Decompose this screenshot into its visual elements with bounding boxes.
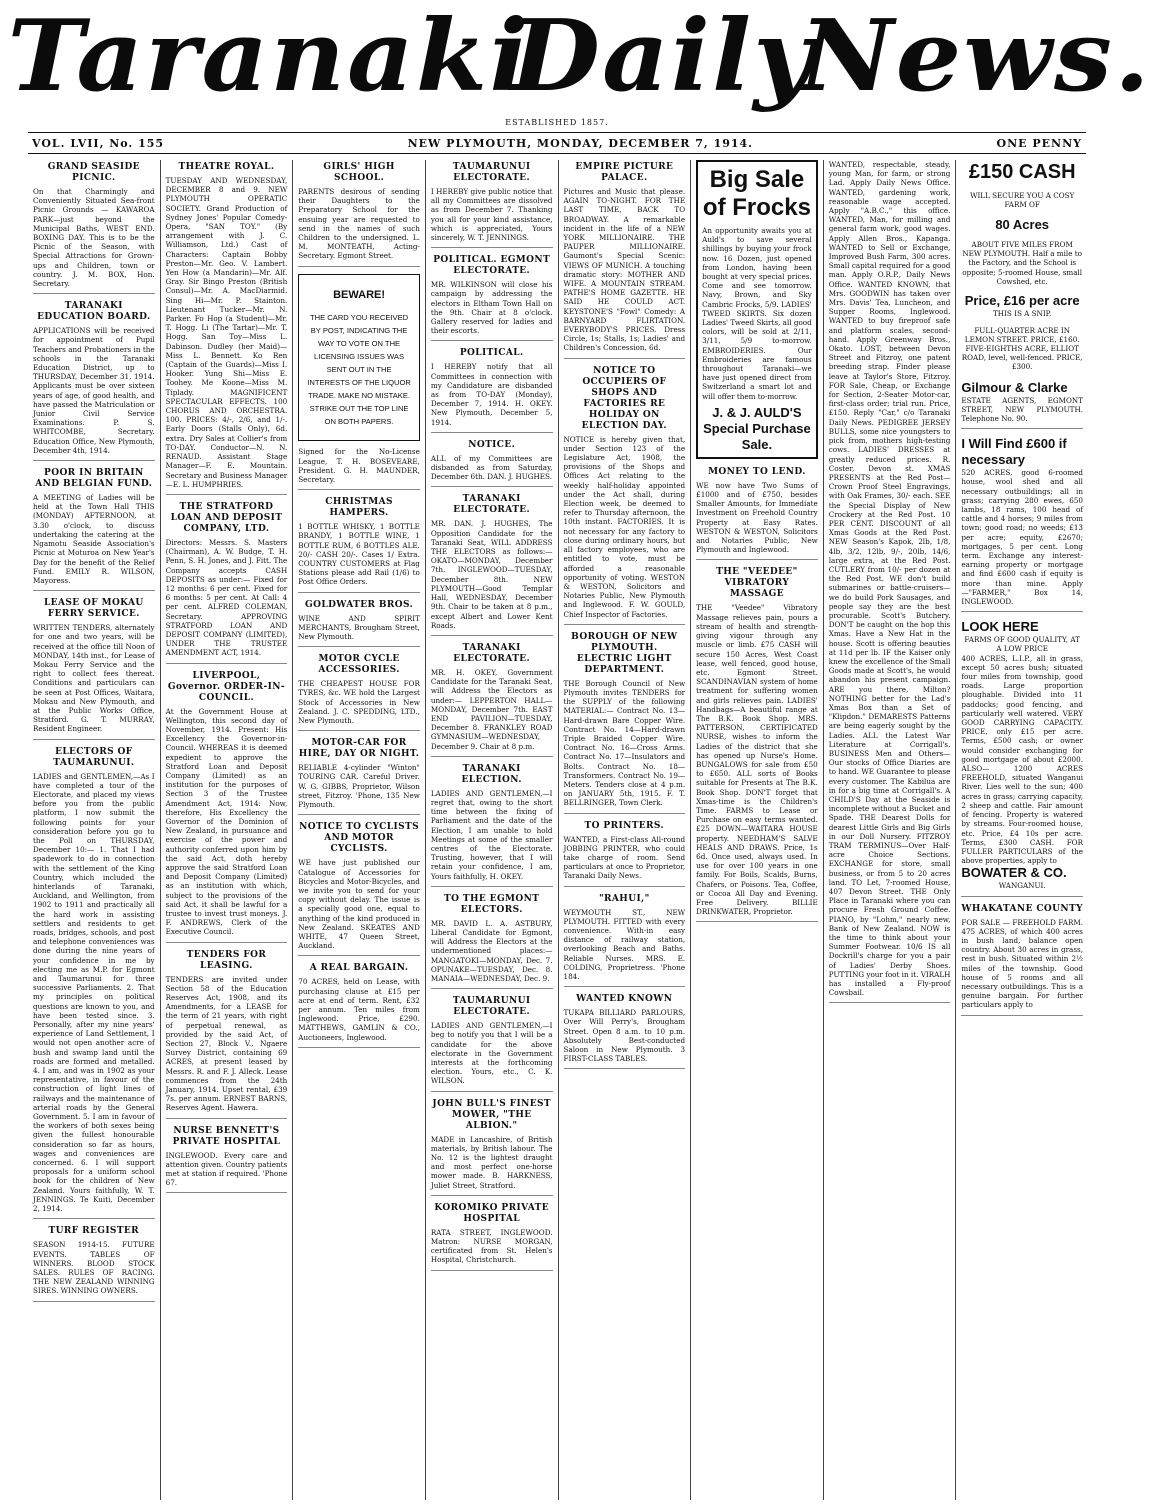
ad-title: MONEY TO LEND. — [708, 466, 806, 477]
ad-cyclists — [298, 822, 420, 956]
ad-egmont-electorate — [431, 255, 553, 341]
ad-body: WANTED, respectable, steady, young Man, for farm, or strong Lad. Apply Daily News Office. WANTED, gardening work, reasonable wage accepted. Apply "A.B.C.," this office. WANTED, Man, for milling and general farm work, good wages. Apply Allen Bros., Kapanga. WANTED to Sell or Exchange, Improved Bush Farm, 300 acres. Small capital required for a good man. Apply O.R.P., Daily News Office. WANTED KNOWN, that Mrs. GOODWIN has taken over Mrs. Davis' Tea, Luncheon, and Supper Rooms, Inglewood. WANTED to buy fireproof safe and platform scales, second-hand. Apply Greenway Bros., Okato. LOST, between Devon Street and Fitzroy, one patent breeding strap. Finder please leave at Taylor's Store, Fitzroy. FOR Sale, Cheap, or Exchange for Section, 2-Seater Motor-car, first-class order; trial run. Price, £150. Reply "Car," c/o Taranaki Daily News. PEDIGREE JERSEY BULLS, some nice youngsters to pick from, mothers high-testing cows. LADIES' DRESSES at greatly reduced prices. R. Coster, Devon st. XMAS PRESENTS at the Red Post—Crown Proof Steel Engravings, with Oak Frames, 30/- each. SEE the Special Display of New Crockery at the Red Post. 10 PER CENT. DISCOUNT of all Xmas Goods at the Red Post. NEW Season's Kapok, 2lb, 1/8, 4lb, 3/2, 12lb, 9/-, 20lb, 14/6, large extra, at the Red Post. CUTLERY from 10/- per dozen at the Red Post. WE don't build submarines or battle-cruisers—we do build Pork Sausages, and people say they are the best procurable. Scott's Butchery. DON'T be caught on the hop this Xmas. Have a New Hat in the house. Scott is offering beauties at 11d per lb. IF the Kaiser only knew the excellence of the Small Goods made at Scott's, he would abandon his present campaign. ARE you there, Milton? NOTHING better for the Lad's Xmas Box than a Set of "Klipdon." DEMARESTS Patterns are being eagerly sought by the Ladies. ALL the Latest War Literature at Corrigall's. BUSINESS Men and Others—Our stocks of Office Diaries are to hand. WE Guarantee to please every customer. The Kabilua are in for a big time at Corrigall's. A CHILD'S Day at the Seaside is incomplete without a Bucket and Spade. THE Dearest Dolls for dearest Little Girls and Big Girls in our Doll Nursery. FITZROY TRAM TERMINUS—Over Half-acre Choice Sections. EXCHANGE for store, small business, or from 5 to 20 acres land. TO Let, 7-roomed House, 407 Devon Street. THE Only Place in Taranaki where you can procure Fresh Ground Coffee. PIANO, by "Lohm," nearly new, Bank of New Zealand. NOW is the time to think about your Summer Footwear. 10/6 IS all Dockrill's charge for you a pair of Ladies' Derby Shoes. PUTTING your foot in it. VIRALH has installed a Fly-proof Cowsbail. — [828, 160, 951, 998]
ad-body: THE CHEAPEST HOUSE FOR TYRES, &c. WE hold the Largest Stock of Accessories in New Zealand. J. C. SPEDDING, LTD., New Plymouth. — [298, 679, 420, 726]
ad-bowater: BOWATER & CO. — [961, 865, 1067, 881]
price: ONE PENNY — [996, 136, 1082, 150]
ad-title: CHRISTMAS HAMPERS. — [325, 497, 393, 519]
ad-body: WE have just published our Catalogue of Accessories for Bicycles and Motor-Bicycles, and we invite you to send for your copy without delay. The issue is a specially good one, equal to anything of the kind produced in New Zealand. SKEATES AND WHITE, 47 Queen Street, Auckland. — [298, 858, 420, 951]
ad-title: LEASE OF MOKAU FERRY SERVICE. — [43, 598, 144, 620]
ad-beware-signature — [298, 447, 420, 490]
ad-body: WANTED, a First-class All-round JOBBING PRINTER, who could take charge of room. Send particulars at once to Proprietor, Taranaki Daily News. — [563, 834, 686, 881]
ad-title: TARANAKI EDUCATION BOARD. — [37, 301, 151, 323]
column-2 — [161, 160, 294, 1500]
ad-body: Directors: Messrs. S. Masters (Chairman), A. W. Budge, T. H. Penn, S. H. Jones, and J. Fitt. The Company accepts CASH DEPOSITS as under:— Fixed for 12 months: 6 per cent. Fixed for 6 months: 5 per cent. At Call: 4 per cent. ALFRED COLEMAN, Secretary. APPROVING STRATFORD LOAN AND DEPOSIT COMPANY (LIMITED), UNDER THE TRUSTEE AMENDMENT ACT, 1914. — [165, 537, 288, 658]
ad-title: TAUMARUNUI ELECTORATE. — [452, 996, 531, 1018]
ad-motor-cycle — [298, 654, 420, 731]
ad-snip: THIS IS A SNIP. — [993, 309, 1052, 319]
ad-title: TURF REGISTER — [48, 1226, 140, 1237]
ad-body: 70 ACRES, held on Lease, with purchasing clause at £15 per acre at end of term. Rent, £32 per annum. Ten miles from Inglewood. Price, £290. MATTHEWS, GAMLIN & CO., Auctioneers, Inglewood. — [298, 977, 420, 1042]
masthead — [7, 0, 1152, 114]
ad-title: NOTICE. — [468, 439, 516, 450]
place-date: NEW PLYMOUTH, MONDAY, DECEMBER 7, 1914. — [407, 136, 754, 150]
ad-title: WHAKATANE COUNTY — [961, 903, 1083, 914]
ad-body: 400 ACRES, L.I.P., all in grass, except 50 acres bush; situated four miles from township, good roads. Large proportion ploughable. Divided into 11 paddocks; good fencing, and particularly well watered. VERY GOOD CARRYING CAPACITY. PRICE, only £15 per acre. Terms, £500 cash; or owner would consider exchanging for good mortgage of about £2000. ALSO— 1200 ACRES FREEHOLD, situated Wanganui River. Lies well to the sun; 400 acres in grass; carrying capacity, 2 sheep and cattle. Fair amount of fencing. Property is watered by streams. Four-roomed house, etc. Price, £4 10s per acre. Terms, £300 CASH. FOR FULLER PARTICULARS of the above properties, apply to — [961, 653, 1083, 866]
ad-title: MOTOR-CAR FOR HIRE, DAY OR NIGHT. — [298, 738, 420, 760]
ad-body: TUESDAY AND WEDNESDAY, DECEMBER 8 and 9. NEW PLYMOUTH OPERATIC SOCIETY. Grand Production of Sydney Jones' Popular Comedy-Opera, "SAN TOY." (By arrangement with J. C. Williamson, Ltd.) Cast of Characters: Captain Bobby Preston—Mr. Geo. V. Lambert. Yen How (a Mandarin)—Mr. Alf. Gray. Sir Bingo Preston (British Consul)—Mr. A. MacDiarmid. Sing Hi—Mr. P. Stainton. Lieutenant Tucker—Mr. N. Parker. Fo Hop (a Student)—Mr. T. Hogg. Li (The Tartar)—Mr. T. Hogg. San Toy—Miss L. Dabinson. Dudley (her Maid)—Miss L. Bennett. Ko Ren (Captain of the Guards)—Miss I. Hooker. Yung Shi—Miss E. Toohey. Me Koone—Miss M. Tiplady. MAGNIFICENT SPECTACULAR EFFECTS. 100 CHORUS AND ORCHESTRA. 100. PRICES: 4/-, 2/6, and 1/-. Early Doors (Stalls Only), 6d. extra. Dry Sales at Collier's from TO-DAY. Conductor—N. N. RENAUD. Assistant Stage Manager—F. E. Mountain. Secretary and Business Manager—E. L. HUMPHRIES. — [165, 176, 288, 489]
ad-title: POLITICAL. EGMONT ELECTORATE. — [433, 255, 551, 277]
ad-body: FULL-QUARTER ACRE IN LEMON STREET. PRICE, £160. FIVE-EIGHTHS ACRE, ELLIOT ROAD, level, well-fenced. PRICE, £300. — [961, 325, 1083, 372]
ad-body: LADIES and GENTLEMEN,—As I have completed a tour of the Electorate, and placed my views before you from the public platform, I now submit the following points for your consideration before you go to the Poll on THURSDAY, December 10:— 1. That I had spadework to do in connection with the settlement of the King Country, which included the hinterlands of Taranaki, Auckland, and Wellington, from 1902 to 1911 and practically all the hard work in assisting settlers and residents to get roads, bridges, schools, and post and telephone conveniences was done during the nine years of your confidence in me by electing me as M.P. for Egmont and Taumarunui for three successive Parliaments. 2. That my principles on political questions are known to you, and have been tested since. 3. Personally, after my nine years' experience of Land Settlement, I would not open another acre of bush and swamp land until the roads are formed and metalled. 4. I am, and was in 1902 as your representative, in favour of the construction of light lines of railways and the maintenance of arterial roads by the General Government. 5. I am in favour of the workers of both sexes being given the fullest honourable consideration so far as hours, wages and conveniences are concerned. 6. I will support proposals for a uniform school book for the children of New Zealand. Yours faithfully, W. T. JENNINGS. Te Kuiti, December 2, 1914. — [33, 771, 155, 1214]
ad-find-600 — [961, 436, 1083, 612]
ad-order-in-council — [166, 671, 288, 943]
ad-body: A MEETING of Ladies will be held at the Town Hall THIS (MONDAY) AFTERNOON, at 3.30 o'clock, to discuss undertaking the catering at the Ngamotu Seaside Association's Picnic at Moturoa on New Year's Day for the benefit of the Relief Fund. EMILY R. WILSON, Mayoress. — [33, 493, 155, 585]
ad-body: MADE in Lancashire, of British materials, by British labour. The No. 12 is the lightest draught and most perfect one-horse mower made. B. HARKNESS, Juliet Street, Stratford. — [430, 1134, 553, 1190]
ad-albion-mower — [431, 1099, 553, 1196]
ad-title: TENDERS FOR LEASING. — [186, 949, 267, 971]
ad-title: LOOK HERE — [961, 619, 1039, 635]
ad-turf-register — [33, 1226, 155, 1301]
column-3 — [293, 160, 426, 1500]
ad-title: NOTICE TO OCCUPIERS OF SHOPS AND FACTORIES RE HOLIDAY ON ELECTION DAY. — [581, 365, 667, 431]
ad-body: I HEREBY give public notice that all my Committees are dissolved as from December 7. Thanking you all for your kind assistance, which is appreciated, Yours sincerely, W. T. JENNINGS. — [430, 187, 553, 243]
ad-title: Big Sale of Frocks — [702, 166, 811, 221]
ad-belgian-fund — [33, 468, 155, 591]
ad-title: Gilmour & Clarke — [961, 379, 1068, 395]
ad-title: KOROMIKO PRIVATE HOSPITAL — [434, 1202, 550, 1224]
ad-stratford-loan — [166, 502, 288, 664]
ad-body: MR. DAVID L. A. ASTBURY, Liberal Candidate for Egmont, will Address the Electors at the undermentioned places:— MANGATOKI—MONDAY, Dec. 7. OPUNAKE—TUESDAY, Dec. 8. MANAIA—WEDNESDAY, Dec. 9. — [430, 918, 553, 983]
ad-title: ELECTORS OF TAUMARUNUI. — [53, 746, 135, 768]
ad-taumarunui-wilson — [431, 996, 553, 1091]
ad-title: NURSE BENNETT'S PRIVATE HOSPITAL — [172, 1125, 281, 1147]
ad-title: TAUMARUNUI ELECTORATE. — [452, 162, 531, 183]
ad-title: MOTOR CYCLE ACCESSORIES. — [318, 654, 400, 676]
ad-title: POOR IN BRITAIN AND BELGIAN FUND. — [35, 468, 153, 490]
ad-subtitle: FARMS OF GOOD QUALITY, AT A LOW PRICE — [964, 635, 1080, 654]
ad-bowater-sub: WANGANUI. — [998, 881, 1046, 891]
ad-empire-picture-palace — [564, 162, 686, 359]
ad-goldwater-bros — [298, 600, 420, 648]
ad-title: THE "VEEDEE" VIBRATORY MASSAGE — [716, 567, 798, 600]
volume-number: VOL. LVII, No. 155 — [32, 136, 165, 150]
ad-taumarunui-electorate — [431, 162, 553, 248]
ad-electric-light — [564, 632, 686, 814]
ad-title: LIVERPOOL, Governor. ORDER-IN-COUNCIL. — [167, 670, 285, 703]
ad-body: 520 ACRES, good 6-roomed house, wool shed and all necessary outbuildings; all in grass; carrying 280 ewes, 650 lambs, 18 rams, 100 head of cattle and 4 horses; 9 miles from town; good road; no weeds; £13 per acre; equity, £2670; mortgages, 5 per cent. Long term. Exchange any interest-earning property or mortgage and find £600 cash if equity is more than mine. Apply—"FARMER," Box 14, INGLEWOOD. — [961, 468, 1083, 607]
ad-real-bargain — [298, 963, 420, 1047]
ad-taranaki-election — [431, 764, 553, 887]
ad-tenders-leasing — [166, 950, 288, 1119]
column-4 — [426, 160, 559, 1500]
ad-title: TO THE EGMONT ELECTORS. — [444, 893, 540, 915]
ad-title: BEWARE! — [333, 288, 386, 301]
ad-body: RATA STREET, INGLEWOOD. Matron: NURSE MORGAN, certificated from St. Helen's Hospital, Christchurch. — [430, 1227, 553, 1265]
ad-title: JOHN BULL'S FINEST MOWER, "THE ALBION." — [432, 1098, 551, 1131]
ad-body: ABOUT FIVE MILES FROM NEW PLYMOUTH. Half a mile to the Factory, and the School is opposite; 5-roomed House, small Cowshed, etc. — [962, 239, 1083, 286]
ad-body: THE "Veedee" Vibratory Massage relieves pain, pours a stream of health and strength-giving vigour through any muscle or limb. £75 CASH will secure 150 Acres, West Coast lease, well fenced, good house, etc. Egmont Street. SCANDINAVIAN system of home treatment for suffering women and girls relieves pain. LADIES' Handbags—A beautiful range at The B.K. Book Shop. MRS. PATTERSON, CERTIFICATED NURSE, wishes to inform the Ladies of the district that she has opened up Nurse's Home. BUNGALOWS for sale from £50 to £650. ALL sorts of Books suitable for Presents at The B.K. Book Shop. DON'T forget that Xmas-time is the Children's Time. FARMS to Lease or Purchase on easy terms wanted. £25 DOWN—WAITARA HOUSE property. NEEDHAM'S SALVE HEALS AND DRAWS. Price, 1s 6d. Once used, always used. In use for over 100 years in one family. For Boils, Scalds, Burns, Chafers, or Poisons. Tea, Coffee, or Cocoa All Day and Evening. Free Delivery. BILLIE DRINKWATER, Proprietor. — [696, 603, 818, 917]
ad-wanted-known — [564, 994, 686, 1069]
ad-body: WINE AND SPIRIT MERCHANTS, Brougham Street, New Plymouth. — [298, 613, 420, 642]
ad-price: Price, £16 per acre — [964, 293, 1080, 309]
ad-auld-name: J. & J. AULD'S — [712, 404, 802, 420]
ad-to-printers — [564, 821, 686, 887]
ad-cash-farm — [961, 160, 1083, 372]
ad-whakatane — [961, 904, 1083, 1016]
ad-body: INGLEWOOD. Every care and attention given. Country patients met at station if required. 'Phone 67. — [165, 1150, 288, 1188]
masthead-word-3: News. — [799, 0, 1152, 114]
ad-body: WRITTEN TENDERS, alternately for one and two years, will be received at the office till Noon of MONDAY, 14th inst., for Lease of Mokau Ferry Service and the right to collect fees thereat. Conditions and particulars can be seen at Post Offices, Waitara, Mokau and New Plymouth, and at the Public Works Office, Stratford. G. T. MURRAY, Resident Engineer. — [33, 623, 155, 734]
ad-auld-subtitle: Special Purchase Sale. — [703, 420, 811, 452]
ad-body: PARENTS desirous of sending their Daughters to the Preparatory School for the ensuing year are requested to send in the names of such Children to the undersigned. L. M. MONTEATH, Acting-Secretary. Egmont Street. — [298, 187, 420, 261]
ad-body: An opportunity awaits you at Auld's to save several shillings by buying your frock now. 16 Dozen, just opened from London, having been bought at very special prices. Come and see tomorrow. Navy, Brown, and Sky Cambric Frocks, 5/9. LADIES' TWEED SKIRTS. Six dozen Ladies' Tweed Skirts, all good colors, will be sold at 2/11, 3/11, 5/9 to-morrow. EMBROIDERIES. Our Embroideries are famous throughout Taranaki—we have just opened direct from Switzerland a smart lot and will offer them to-morrow. — [702, 226, 812, 401]
ad-taranaki-okey — [431, 643, 553, 757]
ad-gilmour-clarke — [961, 380, 1083, 430]
ad-title: POLITICAL. — [459, 348, 524, 359]
ad-christmas-hampers — [298, 497, 420, 592]
column-6 — [691, 160, 824, 1500]
ad-title: EMPIRE PICTURE PALACE. — [575, 162, 674, 183]
ad-body: SEASON 1914-15. FUTURE EVENTS. TABLES OF WINNERS. BLOOD STOCK SALES. RULES OF RACING. THE NEW ZEALAND WINNING SIRES. WINNING OWNERS. — [33, 1240, 155, 1296]
ad-egmont-electors — [431, 894, 553, 989]
ad-political — [431, 348, 553, 432]
ad-body: WEYMOUTH ST., NEW PLYMOUTH. FITTED with every convenience. With-in easy distance of railway station, overlooking Beach and Baths. Reliable Nurses. MRS. E. COLDING, Proprietress. 'Phone 184. — [563, 907, 686, 981]
ad-money-to-lend — [696, 467, 818, 561]
ad-koromiko-hospital — [431, 1203, 553, 1271]
column-7 — [824, 160, 957, 1500]
columns — [28, 160, 1088, 1500]
ad-body: MR. H. OKEY, Government Candidate for the Taranaki Seat, will Address the Electors as under:— LEPPERTON HALL—MONDAY, December 7th. EAST END PAVILION—TUESDAY, December 8. FRANKLEY ROAD GYMNASIUM—WEDNESDAY, December 9. Chair at 8 p.m. — [430, 667, 553, 751]
ad-body: FOR SALE — FREEHOLD FARM. 475 ACRES, of which 400 acres in bush land, balance open country. About 30 acres in grass, rest in bush. Situated within 2½ miles of the township. Good house of 5 rooms and all necessary outbuildings. This is a genuine bargain. For further particulars apply to — [961, 917, 1083, 1010]
ad-title: A REAL BARGAIN. — [309, 963, 409, 974]
masthead-word-2: Daily — [510, 0, 816, 114]
ad-body: MR. WILKINSON will close his campaign by addressing the electors in Eltham Town Hall on the 9th. Chair at 8 o'clock. Gallery reserved for ladies and their escorts. — [430, 280, 553, 336]
ad-body: MR. DAN. J. HUGHES, The Opposition Candidate for the Taranaki Seat, WILL ADDRESS THE ELECTORS as follows:— OKATO—MONDAY, December 7th. INGLEWOOD—TUESDAY, December 8th. NEW PLYMOUTH—Good Templar Hall, WEDNESDAY, December 9th. Chair to be taken at 8 p.m., except Albert and Lower Kent Roads. — [430, 519, 553, 630]
ad-title: I Will Find £600 if necessary — [961, 436, 1067, 468]
ad-body: LADIES AND GENTLEMEN,—I regret that, owing to the short time between the fixing of Parliament and the date of the Election, I am unable to hold Meetings at some of the smaller centres of the Electorate. Trusting, however, that I will retain your confidence, I am, Yours faithfully, H. OKEY. — [430, 788, 553, 881]
ad-big-sale-frocks — [696, 160, 818, 459]
ad-title: TARANAKI ELECTION. — [461, 763, 522, 785]
ad-education-board — [33, 301, 155, 461]
column-8 — [956, 160, 1088, 1500]
ad-body: On that Charmingly and Conveniently Situated Sea-front Picnic Grounds — KAWAROA PARK—just beyond the Municipal Baths, WEST END. BOXING DAY. This is to be the Picnic of the Season, with Special Attractions for Grown-ups and Children, town or country. J. M. BOX, Hon. Secretary. — [33, 187, 155, 289]
ad-body: WE now have Two Sums of £1000 and of £750, besides Smaller Amounts, for Immediate Investment on Freehold Country Property at Easy Rates. WESTON & WESTON, Solicitors and Notaries Public, New Plymouth and Inglewood. — [696, 480, 818, 555]
ad-title: BOROUGH OF NEW PLYMOUTH. ELECTRIC LIGHT DEPARTMENT. — [571, 631, 678, 675]
ad-body: At the Government House at Wellington, this second day of November, 1914. Present: His Excellency the Governor-in-Council. WHEREAS it is deemed expedient to approve the Stratford Loan and Deposit Company (Limited) as an institution for the purposes of Section 3 of the Trustee Amendment Act, 1914: Now, therefore, His Excellency the Governor of the Dominion of New Zealand, in pursuance and exercise of the power and authority conferred upon him by the said Act, doth hereby approve the said Stratford Loan and Deposit Company (Limited) as an institution with which, subject to the provisions of the said Act, it shall be lawful for a trustee to invest trust moneys. J. F. ANDREWS, Clerk of the Executive Council. — [165, 706, 288, 937]
ad-body: I HEREBY notify that all Committees in connection with my Candidature are disbanded as from TO-DAY (Monday), December 7, 1914. H. OKEY. New Plymouth, December 5, 1914. — [430, 362, 553, 427]
ad-title: TO PRINTERS. — [584, 820, 665, 831]
ad-body: LADIES AND GENTLEMEN,—I beg to notify you that I will be a candidate for the above electorate in the Government interests at the forthcoming election. Yours, etc., C. K. WILSON. — [430, 1021, 553, 1086]
ad-body: 1 BOTTLE WHISKY, 1 BOTTLE BRANDY, 1 BOTTLE WINE, 1 BOTTLE RUM, 6 BOTTLES ALE. 20/- CASH 20/-. Cases 1/ Extra. COUNTRY CUSTOMERS at Flag Stations please add Rail (1/6) to Post Office Orders. — [298, 522, 420, 587]
dateline — [28, 132, 1086, 154]
ad-headline: £150 CASH — [968, 161, 1076, 183]
ad-title: THEATRE ROYAL. — [178, 162, 275, 172]
ad-body: NOTICE is hereby given that, under Section 123 of the Legislature Act, 1908, the provisions of the Shops and Offices Act relating to the weekly half-holiday appointed under the Act shall, during Election week, be deemed to refer to Thursday afternoon, the 10th instant. FACTORIES. It is not necessary for any factory to close during ordinary hours, but all factory employees, who are entitled to vote, must be afforded a reasonable opportunity of voting. WESTON & WESTON, Solicitors and Notaries Public, New Plymouth and Inglewood. F. W. GOULD, Chief Inspector of Factories. — [563, 434, 686, 619]
ad-body: TUKAPA BILLIARD PARLOURS, Over Will Perry's, Brougham Street. Open 8 a.m. to 10 p.m. Absolutely Best-conducted Saloon in New Plymouth. 3 FIRST-CLASS TABLES. — [563, 1008, 686, 1064]
ad-girls-high-school — [298, 162, 420, 267]
ad-mokau-ferry — [33, 598, 155, 739]
ad-body: Pictures and Music that please. AGAIN TO-NIGHT. FOR THE LAST TIME, BACK TO BROADWAY. A remarkable incident in the life of a NEW YORK MILLIONAIRE. THE PAUPER MILLIONAIRE. Gaumont's Special Scenic: VIEWS OF MUNICH. A touching dramatic story: MOTHER AND WIFE. A MOUNTAIN STREAM. PATHE'S HOME GAZETTE. HE SAID HE COULD ACT. KEYSTONE'S "Fowl" Comedy: A BARNYARD FLIRTATION. EVERYBODY'S PRICES. Dress Circle, 1s; Stalls, 1s; Ladies' and Children's Concession, 6d. — [563, 187, 686, 353]
ad-taranaki-hughes — [431, 494, 553, 635]
ad-title: TARANAKI ELECTORATE. — [453, 642, 531, 664]
ad-body: ALL of my Committees are disbanded as from Saturday, December 6th. DAN. J. HUGHES. — [430, 453, 553, 482]
ad-beware — [298, 274, 420, 442]
ad-title: THE STRATFORD LOAN AND DEPOSIT COMPANY, LTD. — [170, 501, 283, 534]
ad-body: THE CARD YOU RECEIVED BY POST, INDICATING THE WAY TO VOTE ON THE LICENSING ISSUES WAS SENT OUT IN THE INTERESTS OF THE LIQUOR TRADE. MAKE NO MISTAKE. STRIKE OUT THE TOP LINE ON BOTH PAPERS. — [307, 312, 411, 426]
ad-body: ESTATE AGENTS, EGMONT STREET, NEW PLYMOUTH. Telephone No. 90. — [961, 395, 1083, 423]
ad-body: WILL SECURE YOU A COSY FARM OF — [970, 191, 1075, 210]
ad-wanted-classifieds — [829, 160, 951, 1003]
ad-look-here — [961, 619, 1083, 896]
ad-body: THE Borough Council of New Plymouth invites TENDERS for the SUPPLY of the following MATERIAL:— Contract No. 13—Hard-drawn Bare Copper Wire. Contract No. 14—Hard-drawn Triple Braided Copper Wire. Contract No. 16—Cross Arms. Contract No. 17—Insulators and Bolts. Contract No. 18—Transformers. Contract No. 19—Meters. Tenders close at 4 p.m. on JANUARY 5th, 1915. F. T. BELLRINGER, Town Clerk. — [563, 678, 686, 808]
ad-title: GOLDWATER BROS. — [305, 599, 414, 610]
ad-shops-factories — [564, 366, 686, 625]
ad-title: "RAHUI," — [598, 893, 650, 904]
ad-title: WANTED KNOWN — [576, 994, 673, 1005]
ad-acres: 80 Acres — [995, 216, 1050, 232]
ad-body: Signed for the No-License League, T. H. BOSEVEARE, President. G. H. MAUNDER, Secretary. — [298, 447, 420, 485]
ad-body: TENDERS are invited under Section 58 of the Education Reserves Act, 1908, and its Amendments, for a LEASE for the term of 21 years, with right of perpetual renewal, as provided by the said Act, of Section 27, Block V., Ngaere Survey District, containing 69 ACRES, at present leased by Messrs. R. and F. J. Alleck. Lease commences from the 24th January, 1914. Upset rental, £39 7s. per annum. ERNEST BARNS, Reserves Agent. Hawera. — [165, 974, 288, 1113]
ad-title: GIRLS' HIGH SCHOOL. — [323, 162, 395, 183]
column-5 — [559, 160, 692, 1500]
column-1 — [28, 160, 161, 1500]
ad-title: GRAND SEASIDE PICNIC. — [47, 162, 140, 183]
ad-seaside-picnic — [33, 162, 155, 294]
ad-nurse-bennett — [166, 1126, 288, 1194]
established-line: ESTABLISHED 1857. — [505, 118, 609, 127]
ad-body: APPLICATIONS will be received for appointment of Pupil Teachers and Probationers in the schools in the Taranaki Education District, up to THURSDAY, December 31, 1914. Applicants must be over sixteen years of age, of good health, and have passed the Matriculation or Junior Civil Service Examinations. P. S. WHITCOMBE, Secretary. Education Office, New Plymouth, December 4th, 1914. — [33, 326, 155, 455]
ad-classifieds — [696, 567, 818, 922]
ad-title: NOTICE TO CYCLISTS AND MOTOR CYCLISTS. — [299, 822, 419, 855]
ad-motor-car-hire — [298, 738, 420, 815]
ad-rahui — [564, 894, 686, 988]
ad-theatre-royal — [166, 162, 288, 495]
masthead-word-1: Taranaki — [7, 0, 531, 114]
ad-notice — [431, 440, 553, 488]
ad-electors-taumarunui — [33, 747, 155, 1220]
ad-title: TARANAKI ELECTORATE. — [453, 494, 531, 516]
ad-body: RELIABLE 4-cylinder "Winton" TOURING CAR. Careful Driver. W. G. GIBBS, Proprietor, Wilson street, Fitzroy. 'Phone, 135 New Plymouth. — [298, 763, 420, 810]
